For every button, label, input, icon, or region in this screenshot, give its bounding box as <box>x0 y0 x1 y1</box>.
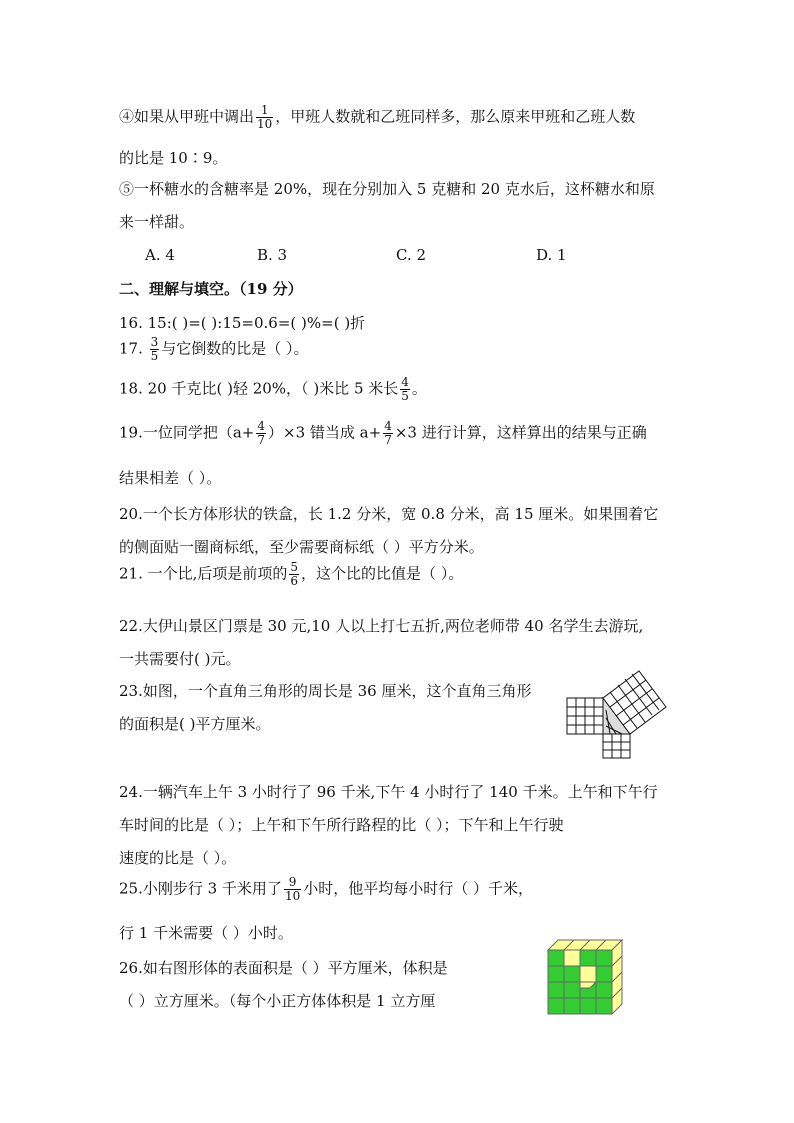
fraction-denominator: 6 <box>290 574 299 588</box>
q19-part2: ）×3 错当成 a+ <box>268 423 382 442</box>
pythagoras-figure <box>564 670 674 760</box>
q18-text1: 18. 20 千克比( )轻 20%，（ )米比 5 米长 <box>119 379 399 398</box>
fraction-numerator: 3 <box>150 335 159 349</box>
q20-line2: 的侧面贴一圈商标纸，至少需要商标纸（ ）平方分米。 <box>119 538 484 556</box>
q19-fraction-2 <box>383 420 393 447</box>
option-c: C. 2 <box>396 246 427 264</box>
q16: 16. 15:( )=( ):15=0.6=( )%=( )折 <box>119 314 366 332</box>
q19-part1: 19.一位同学把（a+ <box>119 423 255 442</box>
q21 <box>119 561 463 588</box>
q25-fraction <box>284 876 301 903</box>
fraction-numerator: 4 <box>257 419 266 433</box>
fraction-denominator: 7 <box>257 433 266 447</box>
q24-line1: 24.一辆汽车上午 3 小时行了 96 千米,下午 4 小时行了 140 千米。上午和下午行 <box>119 783 658 801</box>
q18-text2: 。 <box>411 379 427 398</box>
option-a: A. 4 <box>145 246 175 264</box>
q5-line1: ⑤一杯糖水的含糖率是 20%，现在分别加入 5 克糖和 20 克水后，这杯糖水和原 <box>119 180 655 198</box>
q18-fraction <box>400 376 410 403</box>
q17-label: 17. <box>119 339 143 358</box>
q4-line2: 的比是 10∶9。 <box>119 149 228 167</box>
fraction-numerator: 5 <box>290 560 299 574</box>
fraction-numerator: 1 <box>260 103 269 117</box>
q21-text2: ，这个比的比值是（ ）。 <box>301 564 464 583</box>
q5-line2: 来一样甜。 <box>119 213 195 231</box>
q23-line2: 的面积是( )平方厘米。 <box>119 715 271 733</box>
q19-part3: ×3 进行计算，这样算出的结果与正确 <box>394 423 647 442</box>
fraction-denominator: 10 <box>257 117 273 131</box>
q17-fraction <box>150 336 160 363</box>
q19-line1 <box>119 420 647 447</box>
option-d: D. 1 <box>536 246 567 264</box>
q4-fraction <box>256 104 273 131</box>
q4-suffix: ，甲班人数就和乙班同样多，那么原来甲班和乙班人数 <box>275 107 636 126</box>
fraction-denominator: 5 <box>401 389 409 403</box>
q22-line2: 一共需要付( )元。 <box>119 650 241 668</box>
fraction-denominator: 7 <box>384 433 392 447</box>
q21-text1: 21. 一个比,后项是前项的 <box>119 564 288 583</box>
fraction-numerator: 9 <box>288 875 297 889</box>
q21-fraction <box>289 561 299 588</box>
q24-line2: 车时间的比是（ ）；上午和下午所行路程的比（ ）；下午和上午行驶 <box>119 816 564 834</box>
q19-fraction-1 <box>256 420 266 447</box>
q4-line1 <box>119 104 635 131</box>
cube-stack-figure <box>542 938 628 1018</box>
q22-line1: 22.大伊山景区门票是 30 元,10 人以上打七五折,两位老师带 40 名学生去游玩, <box>119 617 644 635</box>
q4-prefix: ④如果从甲班中调出 <box>119 107 255 126</box>
q25-line1 <box>119 876 533 903</box>
fraction-denominator: 5 <box>150 349 159 363</box>
fraction-numerator: 4 <box>384 419 392 433</box>
q18 <box>119 376 427 403</box>
q26-line2: （ ）立方厘米。（每个小正方体体积是 1 立方厘 <box>119 992 436 1010</box>
q17 <box>119 336 309 363</box>
q23-line1: 23.如图，一个直角三角形的周长是 36 厘米，这个直角三角形 <box>119 682 532 700</box>
fraction-numerator: 4 <box>401 375 409 389</box>
q17-text: 与它倒数的比是（ ）。 <box>161 339 309 358</box>
fraction-denominator: 10 <box>284 889 301 903</box>
q19-line2: 结果相差（ ）。 <box>119 469 222 487</box>
option-b: B. 3 <box>257 246 288 264</box>
q20-line1: 20.一个长方体形状的铁盒，长 1.2 分米，宽 0.8 分米，高 15 厘米。如果围着它 <box>119 505 659 523</box>
q25-line2: 行 1 千米需要（ ）小时。 <box>119 924 293 942</box>
section-2-heading: 二、理解与填空。（19 分） <box>119 280 303 298</box>
q24-line3: 速度的比是（ ）。 <box>119 849 237 867</box>
q25-text1: 25.小刚步行 3 千米用了 <box>119 879 282 898</box>
q25-text2: 小时，他平均每小时行（ ）千米， <box>303 879 533 898</box>
q26-line1: 26.如右图形体的表面积是（ ）平方厘米，体积是 <box>119 959 448 977</box>
